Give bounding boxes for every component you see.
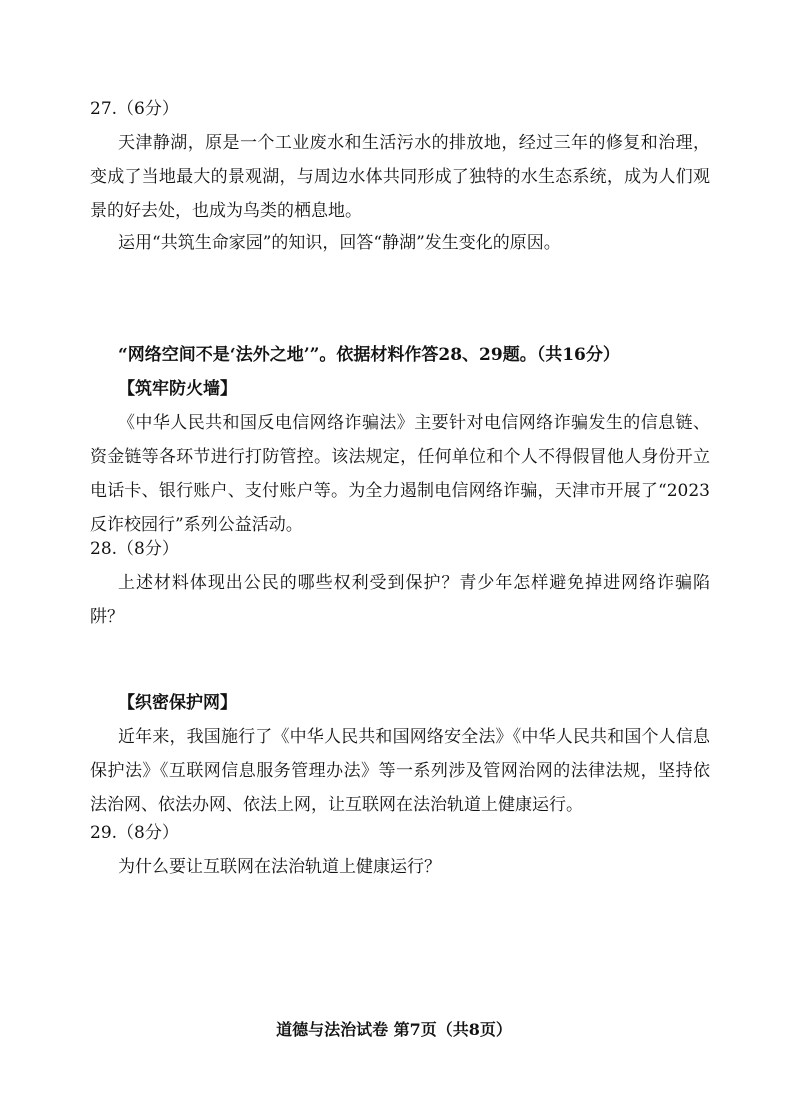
subsection-title-firewall: 【筑牢防火墙】	[118, 379, 237, 399]
q29-number: 29.（8分）	[90, 823, 179, 843]
section-heading: “网络空间不是‘法外之地’”。依据材料作答28、29题。（共16分）	[118, 345, 620, 365]
subsection-text-protection-net: 近年来，我国施行了《中华人民共和国网络安全法》《中华人民共和国个人信息保护法》《互联网信息服务管理办法》等一系列涉及管网治网的法律法规，坚持依法治网、依法办网、依法上网，让互联网在法治轨道上健康运行。	[90, 727, 710, 815]
page-footer: 道德与法治试卷 第7页（共8页）	[276, 1020, 512, 1039]
q27-number: 27.（6分）	[90, 99, 179, 119]
q27-question: 运用“共筑生命家园”的知识，回答“静湖”发生变化的原因。	[118, 233, 561, 253]
q27-material: 天津静湖，原是一个工业废水和生活污水的排放地，经过三年的修复和治理，变成了当地最大的景观湖，与周边水体共同形成了独特的水生态系统，成为人们观景的好去处，也成为鸟类的栖息地。	[90, 133, 710, 221]
q28-number: 28.（8分）	[90, 539, 179, 559]
q28-question: 上述材料体现出公民的哪些权利受到保护？青少年怎样避免掉进网络诈骗陷阱？	[90, 573, 710, 627]
subsection-text-firewall: 《中华人民共和国反电信网络诈骗法》主要针对电信网络诈骗发生的信息链、资金链等各环节进行打防管控。该法规定，任何单位和个人不得假冒他人身份开立电话卡、银行账户、支付账户等。为全力遏制电信网络诈骗，天津市开展了“2023反诈校园行”系列公益活动。	[90, 413, 710, 535]
q29-question: 为什么要让互联网在法治轨道上健康运行？	[118, 857, 441, 877]
subsection-title-protection-net: 【织密保护网】	[118, 693, 237, 713]
